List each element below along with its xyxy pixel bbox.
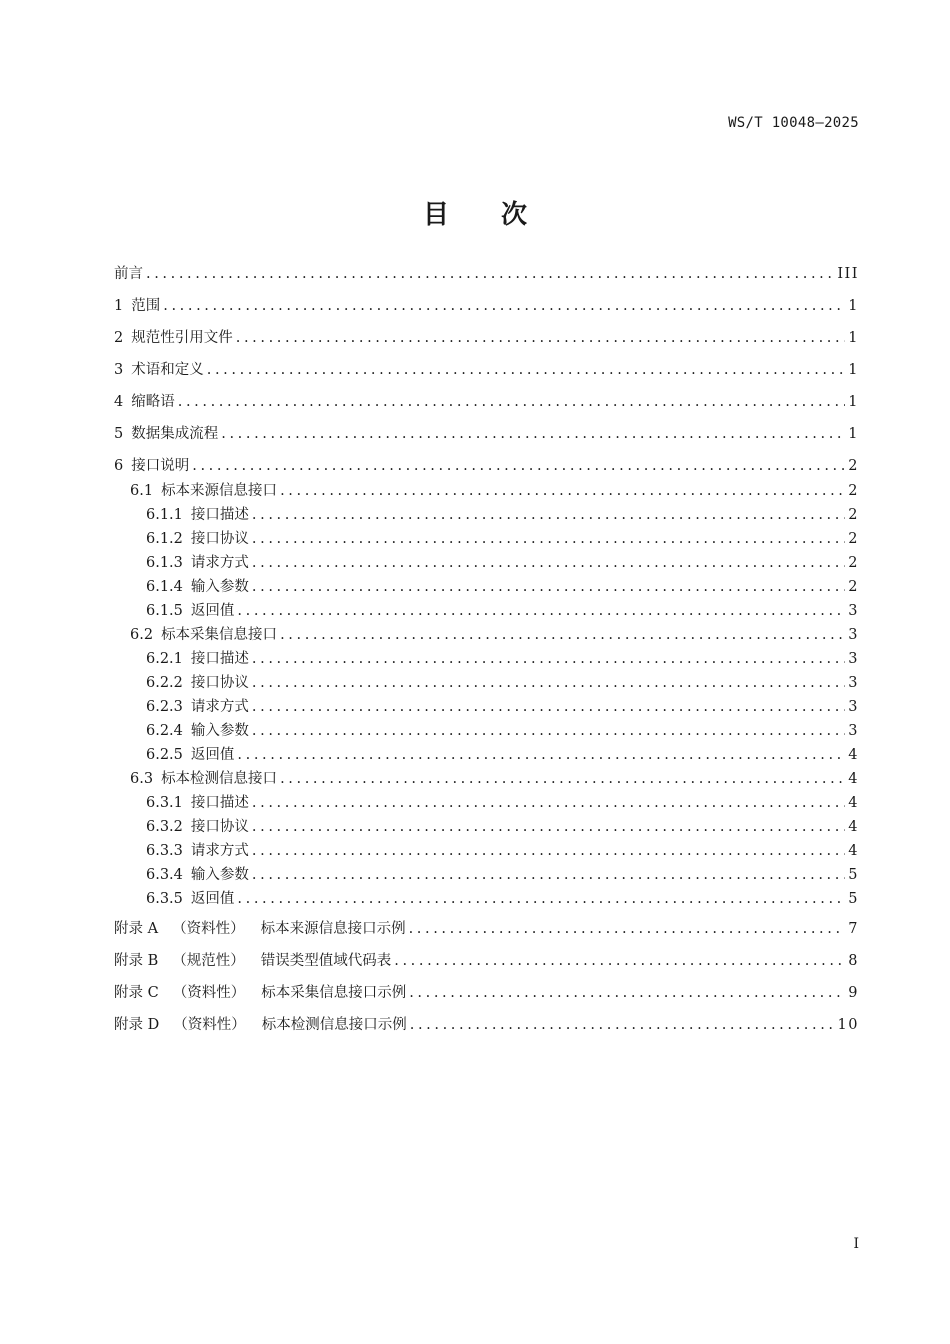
- title-char-1: 目: [422, 200, 449, 230]
- page-title: [0, 194, 950, 231]
- toc-entry-label: 接口说明: [131, 458, 190, 474]
- appendix-kind: （资料性）: [172, 985, 246, 1001]
- document-code: WS/T 10048—2025: [728, 115, 859, 131]
- toc-page-number: 3: [848, 699, 859, 715]
- toc-page-number: 5: [848, 867, 859, 883]
- toc-entry-label: 缩略语: [131, 394, 175, 410]
- toc-section-number: 5: [114, 426, 124, 442]
- leader-dots: [252, 817, 845, 837]
- leader-dots: [252, 529, 845, 549]
- toc-entry-label: 接口协议: [190, 531, 249, 547]
- toc-entry-6-2[interactable]: [114, 625, 859, 645]
- toc-entry-appendix-a[interactable]: [114, 919, 859, 939]
- leader-dots: [207, 360, 846, 380]
- toc-page-number: 9: [848, 985, 859, 1001]
- leader-dots: [252, 673, 845, 693]
- toc-page-number: 2: [848, 579, 859, 595]
- page-number: I: [853, 1236, 859, 1252]
- toc-section-number: 6.3.1: [146, 795, 183, 811]
- toc-entry-4[interactable]: [114, 392, 859, 412]
- toc-page-number: 1: [848, 394, 859, 410]
- toc-entry-label: 前言: [114, 266, 143, 282]
- toc-entry-label: 请求方式: [190, 555, 249, 571]
- toc-entry-label: 规范性引用文件: [131, 330, 233, 346]
- toc-page-number: 7: [848, 921, 859, 937]
- toc-entry-label: 返回值: [190, 603, 235, 619]
- leader-dots: [252, 577, 845, 597]
- toc-page-number: III: [837, 266, 859, 282]
- toc-entry-6-3-4[interactable]: [114, 865, 859, 885]
- toc-entry-label: 标本采集信息接口示例: [261, 985, 407, 1001]
- toc-entry-6-3-5[interactable]: [114, 889, 859, 909]
- leader-dots: [409, 919, 846, 939]
- leader-dots: [280, 625, 845, 645]
- toc-page-number: 4: [848, 771, 859, 787]
- toc-section-number: 6.1.3: [146, 555, 183, 571]
- toc-entry-label: 接口描述: [190, 507, 249, 523]
- toc-section-number: 6.3.3: [146, 843, 183, 859]
- toc-entry-label: 范围: [131, 298, 161, 314]
- leader-dots: [146, 264, 834, 284]
- toc-entry-6-2-4[interactable]: [114, 721, 859, 741]
- toc-entry-6-2-2[interactable]: [114, 673, 859, 693]
- toc-entry-6-3-3[interactable]: [114, 841, 859, 861]
- leader-dots: [280, 481, 845, 501]
- toc-entry-5[interactable]: [114, 424, 859, 444]
- toc-entry-label: 错误类型值域代码表: [260, 953, 392, 969]
- leader-dots: [252, 865, 845, 885]
- toc-entry-6-1-2[interactable]: [114, 529, 859, 549]
- toc-section-number: 1: [114, 298, 124, 314]
- toc-entry-label: 输入参数: [190, 867, 249, 883]
- toc-section-number: 2: [114, 330, 124, 346]
- appendix-tag: 附录 C: [114, 985, 159, 1001]
- toc-section-number: 6.1.1: [146, 507, 183, 523]
- toc-entry-6-1-5[interactable]: [114, 601, 859, 621]
- toc-entry-appendix-d[interactable]: [114, 1015, 859, 1035]
- toc-entry-label: 返回值: [190, 891, 235, 907]
- toc-page-number: 4: [848, 747, 859, 763]
- toc-entry-2[interactable]: [114, 328, 859, 348]
- leader-dots: [221, 424, 845, 444]
- toc-entry-foreword[interactable]: [114, 264, 859, 284]
- toc-entry-label: 输入参数: [190, 579, 249, 595]
- toc-section-number: 6.3.4: [146, 867, 183, 883]
- toc-page-number: 2: [848, 458, 859, 474]
- leader-dots: [192, 456, 845, 476]
- toc-entry-label: 标本来源信息接口示例: [260, 921, 406, 937]
- toc-section-number: 4: [114, 394, 124, 410]
- toc-section-number: 6.2.4: [146, 723, 183, 739]
- toc-entry-appendix-b[interactable]: [114, 951, 859, 971]
- leader-dots: [237, 889, 845, 909]
- toc-entry-label: 标本检测信息接口: [161, 771, 278, 787]
- appendix-kind: （资料性）: [172, 921, 245, 937]
- toc-entry-label: 数据集成流程: [131, 426, 219, 442]
- leader-dots: [410, 1015, 835, 1035]
- toc-entry-6-1[interactable]: [114, 481, 859, 501]
- toc-page-number: 3: [848, 651, 859, 667]
- appendix-tag: 附录 B: [114, 953, 159, 969]
- leader-dots: [237, 601, 845, 621]
- toc-section-number: 6.2.5: [146, 747, 183, 763]
- toc-section-number: 6.3.2: [146, 819, 183, 835]
- appendix-kind: （资料性）: [173, 1017, 246, 1033]
- toc-section-number: 6.3: [130, 771, 154, 787]
- toc-entry-6[interactable]: [114, 456, 859, 476]
- toc-page-number: 4: [848, 819, 859, 835]
- toc-page-number: 1: [848, 330, 859, 346]
- toc-page-number: 10: [837, 1017, 859, 1033]
- appendix-tag: 附录 D: [114, 1017, 160, 1033]
- toc-entry-label: 请求方式: [190, 699, 249, 715]
- toc-entry-appendix-c[interactable]: [114, 983, 859, 1003]
- toc-section-number: 6.2.2: [146, 675, 183, 691]
- leader-dots: [280, 769, 845, 789]
- toc-section-number: 6.2.1: [146, 651, 183, 667]
- toc-entry-6-3-2[interactable]: [114, 817, 859, 837]
- toc-section-number: 6.2: [130, 627, 154, 643]
- leader-dots: [252, 721, 845, 741]
- toc-page-number: 3: [848, 603, 859, 619]
- toc-entry-label: 输入参数: [190, 723, 249, 739]
- toc-page-number: 3: [848, 675, 859, 691]
- toc-entry-label: 标本来源信息接口: [161, 483, 278, 499]
- toc-page-number: 1: [848, 426, 859, 442]
- toc-page-number: 2: [848, 555, 859, 571]
- leader-dots: [252, 505, 845, 525]
- toc-page-number: 4: [848, 843, 859, 859]
- toc-entry-6-3-1[interactable]: [114, 793, 859, 813]
- toc-page-number: 2: [848, 507, 859, 523]
- leader-dots: [252, 553, 845, 573]
- toc-section-number: 6: [114, 458, 124, 474]
- toc-entry-1[interactable]: [114, 296, 859, 316]
- toc-entry-6-2-3[interactable]: [114, 697, 859, 717]
- toc-page-number: 3: [848, 723, 859, 739]
- toc-entry-3[interactable]: [114, 360, 859, 380]
- toc-page-number: 1: [848, 362, 859, 378]
- toc-page-number: 8: [848, 953, 859, 969]
- leader-dots: [252, 841, 845, 861]
- toc-entry-label: 接口协议: [190, 675, 249, 691]
- leader-dots: [409, 983, 845, 1003]
- toc-section-number: 3: [114, 362, 124, 378]
- appendix-tag: 附录 A: [114, 921, 159, 937]
- leader-dots: [237, 745, 845, 765]
- leader-dots: [252, 649, 845, 669]
- leader-dots: [178, 392, 846, 412]
- toc-page-number: 2: [848, 483, 859, 499]
- toc-page-number: 2: [848, 531, 859, 547]
- appendix-kind: （规范性）: [172, 953, 245, 969]
- toc-entry-6-1-1[interactable]: [114, 505, 859, 525]
- toc-page-number: 1: [848, 298, 859, 314]
- toc-entry-label: 标本采集信息接口: [161, 627, 278, 643]
- toc-section-number: 6.2.3: [146, 699, 183, 715]
- leader-dots: [394, 951, 845, 971]
- title-char-2: 次: [501, 200, 528, 230]
- toc-section-number: 6.1.5: [146, 603, 183, 619]
- toc-entry-6-1-4[interactable]: [114, 577, 859, 597]
- toc-entry-label: 接口协议: [190, 819, 249, 835]
- toc-section-number: 6.1.4: [146, 579, 183, 595]
- toc-entry-label: 请求方式: [190, 843, 249, 859]
- toc-section-number: 6.1: [130, 483, 154, 499]
- toc-entry-label: 接口描述: [190, 795, 249, 811]
- toc-page-number: 3: [848, 627, 859, 643]
- toc-entry-label: 术语和定义: [131, 362, 204, 378]
- toc-entry-6-2-5[interactable]: [114, 745, 859, 765]
- toc-entry-label: 返回值: [190, 747, 235, 763]
- leader-dots: [252, 697, 845, 717]
- toc-entry-6-1-3[interactable]: [114, 553, 859, 573]
- toc-entry-6-3[interactable]: [114, 769, 859, 789]
- toc-section-number: 6.3.5: [146, 891, 183, 907]
- leader-dots: [252, 793, 845, 813]
- leader-dots: [236, 328, 846, 348]
- toc-entry-label: 接口描述: [190, 651, 249, 667]
- toc-page-number: 4: [848, 795, 859, 811]
- toc-entry-label: 标本检测信息接口示例: [261, 1017, 407, 1033]
- toc-entry-6-2-1[interactable]: [114, 649, 859, 669]
- toc-section-number: 6.1.2: [146, 531, 183, 547]
- leader-dots: [163, 296, 845, 316]
- toc-page-number: 5: [848, 891, 859, 907]
